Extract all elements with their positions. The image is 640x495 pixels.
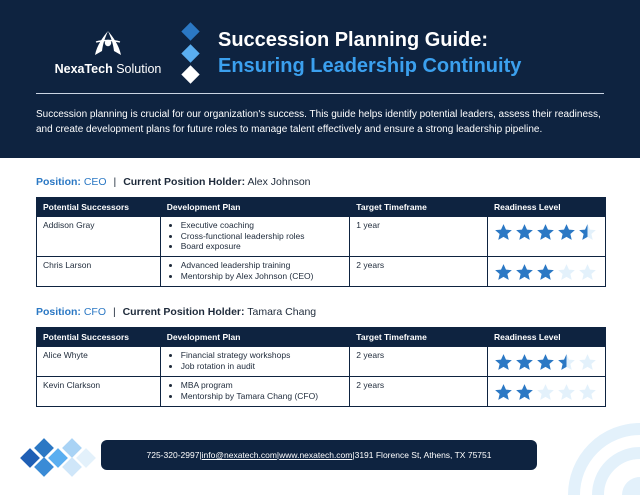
star-icon — [536, 353, 555, 372]
successor-name: Alice Whyte — [37, 347, 161, 377]
readiness-level — [487, 377, 605, 407]
target-timeframe: 2 years — [350, 377, 488, 407]
development-plan — [160, 257, 350, 287]
star-icon — [557, 223, 576, 242]
star-rating — [494, 260, 599, 282]
star-icon — [494, 263, 513, 282]
footer-diamonds-decoration — [18, 438, 98, 478]
star-rating — [494, 220, 599, 242]
successor-table-ceo — [36, 197, 606, 287]
successor-table-cfo — [36, 327, 606, 407]
star-icon — [515, 223, 534, 242]
table-row — [37, 257, 606, 287]
column-header: Development Plan — [160, 198, 350, 217]
column-header: Development Plan — [160, 328, 350, 347]
brand-logo[interactable] — [48, 30, 168, 76]
header-banner — [0, 0, 640, 158]
table-row — [37, 347, 606, 377]
intro-paragraph: Succession planning is crucial for our organization's success. This guide helps identify potential leaders, assess their readiness, and create development plans for future roles to manage talent effectively and ensure a strong leadership pipeline. — [36, 109, 601, 135]
plan-item: • Financial strategy workshops — [181, 350, 344, 361]
email-link[interactable]: info@nexatech.com — [201, 450, 277, 460]
target-timeframe: 1 year — [350, 217, 488, 257]
column-header: Readiness Level — [487, 328, 605, 347]
star-icon — [536, 383, 555, 402]
table-row — [37, 377, 606, 407]
footer-divider-text: | — [276, 450, 280, 460]
page-title-line2: Ensuring Leadership Continuity — [218, 55, 522, 77]
plan-item: • Board exposure — [181, 241, 344, 252]
rocket-icon — [93, 30, 123, 58]
plan-item: • Job rotation in audit — [181, 361, 344, 372]
star-icon — [557, 263, 576, 282]
diamond-shape — [181, 65, 199, 83]
target-timeframe: 2 years — [350, 257, 488, 287]
plan-item: • Executive coaching — [181, 220, 344, 231]
header-diamonds-decoration — [181, 22, 201, 84]
diamond-shape — [181, 22, 199, 40]
position-line-cfo: Position: CFO | Current Position Holder: Tamara Chang — [36, 306, 317, 318]
plan-item: • Mentorship by Tamara Chang (CFO) — [181, 391, 344, 402]
development-plan — [160, 217, 350, 257]
star-icon — [578, 353, 597, 372]
star-icon — [515, 353, 534, 372]
successor-name: Kevin Clarkson — [37, 377, 161, 407]
column-header: Target Timeframe — [350, 198, 488, 217]
star-icon — [494, 223, 513, 242]
star-icon — [578, 223, 597, 242]
readiness-level — [487, 257, 605, 287]
star-icon — [536, 263, 555, 282]
table-header-row — [37, 198, 606, 217]
star-icon — [515, 263, 534, 282]
page-title-line1: Succession Planning Guide: — [218, 29, 489, 51]
star-rating — [494, 380, 599, 402]
star-rating — [494, 350, 599, 372]
diamond-shape — [181, 44, 199, 62]
star-icon — [536, 223, 555, 242]
column-header: Target Timeframe — [350, 328, 488, 347]
column-header: Potential Successors — [37, 328, 161, 347]
footer-divider-text: | — [352, 450, 355, 460]
target-timeframe: 2 years — [350, 347, 488, 377]
column-header: Potential Successors — [37, 198, 161, 217]
star-icon — [557, 383, 576, 402]
star-icon — [578, 263, 597, 282]
plan-item: • MBA program — [181, 380, 344, 391]
position-line-ceo: Position: CEO | Current Position Holder: Alex Johnson — [36, 176, 311, 188]
star-icon — [557, 353, 576, 372]
contact-footer — [101, 440, 537, 470]
successor-name: Chris Larson — [37, 257, 161, 287]
plan-item: • Mentorship by Alex Johnson (CEO) — [181, 271, 344, 282]
readiness-level — [487, 217, 605, 257]
successor-name: Addison Gray — [37, 217, 161, 257]
phone-number[interactable]: 725-320-2997 — [146, 450, 200, 460]
brand-name: NexaTech Solution — [54, 62, 162, 76]
readiness-level — [487, 347, 605, 377]
plan-item: • Advanced leadership training — [181, 260, 344, 271]
address-text: 3191 Florence St, Athens, TX 75751 — [354, 450, 492, 460]
star-icon — [578, 383, 597, 402]
footer-divider-text: | — [199, 450, 202, 460]
star-icon — [494, 353, 513, 372]
development-plan — [160, 347, 350, 377]
header-divider — [36, 93, 604, 94]
development-plan — [160, 377, 350, 407]
table-row — [37, 217, 606, 257]
website-link[interactable]: www.nexatech.com — [279, 450, 353, 460]
column-header: Readiness Level — [487, 198, 605, 217]
footer-arcs-decoration — [548, 416, 640, 495]
plan-item: • Cross-functional leadership roles — [181, 231, 344, 242]
star-icon — [515, 383, 534, 402]
table-header-row — [37, 328, 606, 347]
star-icon — [494, 383, 513, 402]
